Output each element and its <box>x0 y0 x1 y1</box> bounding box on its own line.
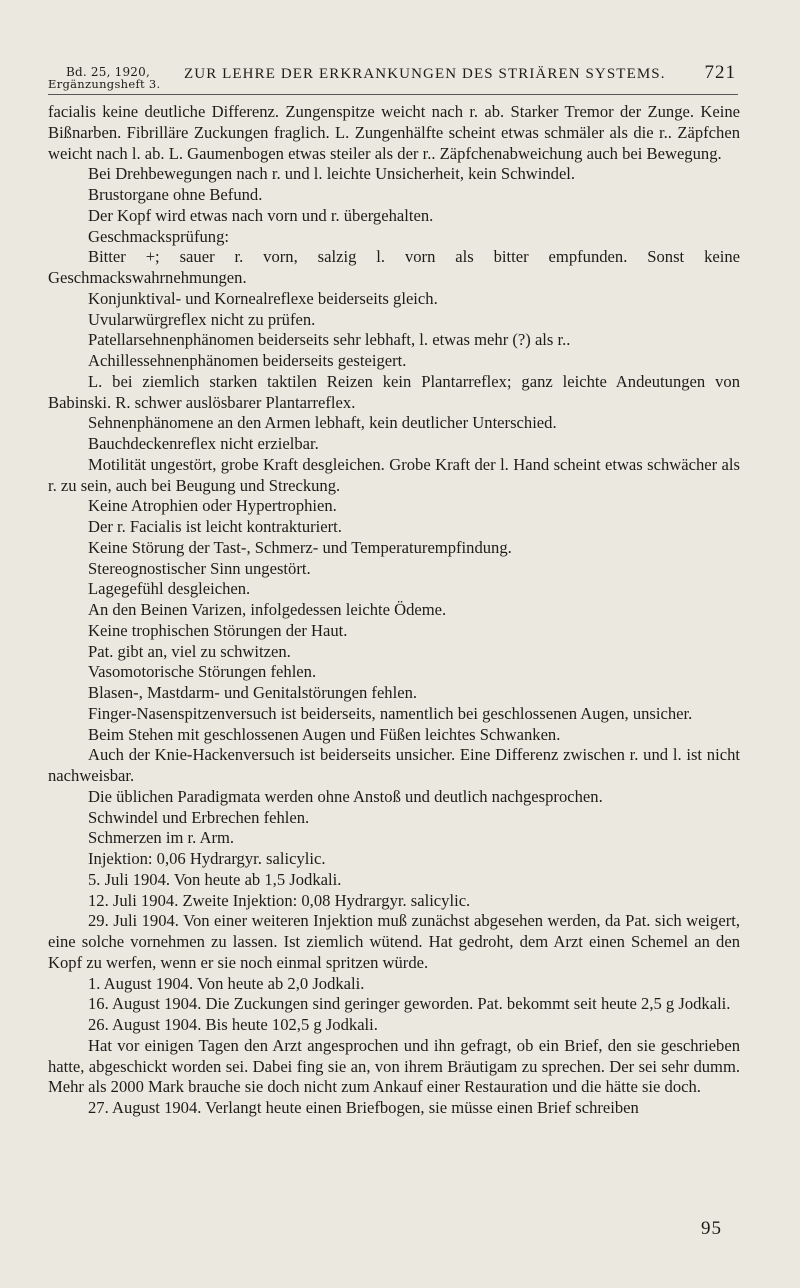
body-text <box>48 102 740 1119</box>
paragraph: 5. Juli 1904. Von heute ab 1,5 Jodkali. <box>88 869 342 889</box>
signature-mark: 95 <box>701 1218 722 1239</box>
paragraph: Konjunktival- und Kornealreflexe beiderseits gleich. <box>88 288 438 308</box>
paragraph: 12. Juli 1904. Zweite Injektion: 0,08 Hydrargyr. salicylic. <box>88 890 471 910</box>
header-title: ZUR LEHRE DER ERKRANKUNGEN DES STRIÄREN SYSTEMS. <box>184 66 666 82</box>
paragraph: Vasomotorische Störungen fehlen. <box>88 662 317 682</box>
paragraph: Der r. Facialis ist leicht kontrakturiert. <box>88 517 342 536</box>
paragraph: Schwindel und Erbrechen fehlen. <box>88 807 310 827</box>
paragraph: Schmerzen im r. Arm. <box>88 828 235 848</box>
paragraph: Bei Drehbewegungen nach r. und l. leichte Unsicherheit, kein Schwindel. <box>88 164 576 184</box>
paragraph: 26. August 1904. Bis heute 102,5 g Jodkali. <box>88 1015 378 1034</box>
paragraph: Stereognostischer Sinn ungestört. <box>88 558 311 578</box>
paragraph: Uvularwürgreflex nicht zu prüfen. <box>88 309 316 329</box>
paragraph: 27. August 1904. Verlangt heute einen Briefbogen, sie müsse einen Brief schreiben <box>88 1098 639 1117</box>
paragraph: Blasen-, Mastdarm- und Genitalstörungen fehlen. <box>88 683 418 702</box>
paragraph: Keine trophischen Störungen der Haut. <box>88 620 348 640</box>
paragraph: 29. Juli 1904. Von einer weiteren Injektion muß zunächst abgesehen werden, da Pat. sich weigert, eine solche vornehmen zu lassen. Ist ziemlich wütend. Hat gedroht, dem Arzt einen Schemel an den Kopf zu werfen, wenn er sie noch einmal spritzen würde. <box>48 911 740 972</box>
paragraph: Bauchdeckenreflex nicht erzielbar. <box>88 434 319 453</box>
paragraph: facialis keine deutliche Differenz. Zungenspitze weicht nach r. ab. Starker Tremor der Zunge. Keine Bißnarben. Fibrilläre Zuckungen fraglich. L. Zungenhälfte scheint etwas schmäler als die r.. Zäpfchen weicht nach l. ab. L. Gaumenbogen etwas steiler als der r.. Zäpfchenabweichung auch bei Bewegung. <box>48 102 740 163</box>
paragraph: Auch der Knie-Hackenversuch ist beiderseits unsicher. Eine Differenz zwischen r. und l. ist nicht nachweisbar. <box>48 745 740 785</box>
running-header <box>48 60 738 95</box>
paragraph: Injektion: 0,06 Hydrargyr. salicylic. <box>88 849 326 868</box>
paragraph: Keine Atrophien oder Hypertrophien. <box>88 496 337 516</box>
paragraph: L. bei ziemlich starken taktilen Reizen kein Plantarreflex; ganz leichte Andeutungen von Babinski. R. schwer auslösbarer Plantarreflex. <box>48 371 740 412</box>
paragraph: Finger-Nasenspitzenversuch ist beiderseits, namentlich bei geschlossenen Augen, unsicher. <box>88 703 693 723</box>
paragraph: Bitter +; sauer r. vorn, salzig l. vorn als bitter empfunden. Sonst keine Geschmackswahrnehmungen. <box>48 247 740 287</box>
paragraph: Keine Störung der Tast-, Schmerz- und Temperaturempfindung. <box>88 537 512 557</box>
paragraph: Sehnenphänomene an den Armen lebhaft, kein deutlicher Unterschied. <box>88 413 557 433</box>
paragraph: An den Beinen Varizen, infolgedessen leichte Ödeme. <box>88 600 447 619</box>
paragraph: 16. August 1904. Die Zuckungen sind geringer geworden. Pat. bekommt seit heute 2,5 g Jodkali. <box>88 994 731 1014</box>
header-supplement: Ergänzungsheft 3. <box>48 77 161 91</box>
paragraph: Geschmacksprüfung: <box>88 226 230 246</box>
paragraph: 1. August 1904. Von heute ab 2,0 Jodkali. <box>88 973 365 993</box>
paragraph: Der Kopf wird etwas nach vorn und r. übergehalten. <box>88 205 434 225</box>
paragraph: Motilität ungestört, grobe Kraft desgleichen. Grobe Kraft der l. Hand scheint etwas schwächer als r. zu sein, auch bei Beugung und Streckung. <box>48 454 740 495</box>
paragraph: Achillessehnenphänomen beiderseits gesteigert. <box>88 351 407 370</box>
paragraph: Beim Stehen mit geschlossenen Augen und Füßen leichtes Schwanken. <box>88 724 561 744</box>
paragraph: Die üblichen Paradigmata werden ohne Anstoß und deutlich nachgesprochen. <box>88 786 603 806</box>
paragraph: Patellarsehnenphänomen beiderseits sehr lebhaft, l. etwas mehr (?) als r.. <box>88 330 571 350</box>
paragraph: Brustorgane ohne Befund. <box>88 185 263 204</box>
page-number: 721 <box>704 62 736 83</box>
paragraph: Hat vor einigen Tagen den Arzt angesprochen und ihn gefragt, ob ein Brief, den sie geschrieben hatte, abgeschickt worden sei. Dabei fing sie an, von ihrem Bräutigam zu sprechen. Der sei sehr dumm. Mehr als 2000 Mark brauche sie doch nicht zum Ankauf einer Restauration und die hätte sie doch. <box>48 1035 740 1097</box>
paragraph: Lagegefühl desgleichen. <box>88 579 251 599</box>
paragraph: Pat. gibt an, viel zu schwitzen. <box>88 641 291 661</box>
header-volume: Bd. 25, 1920, <box>66 65 150 79</box>
